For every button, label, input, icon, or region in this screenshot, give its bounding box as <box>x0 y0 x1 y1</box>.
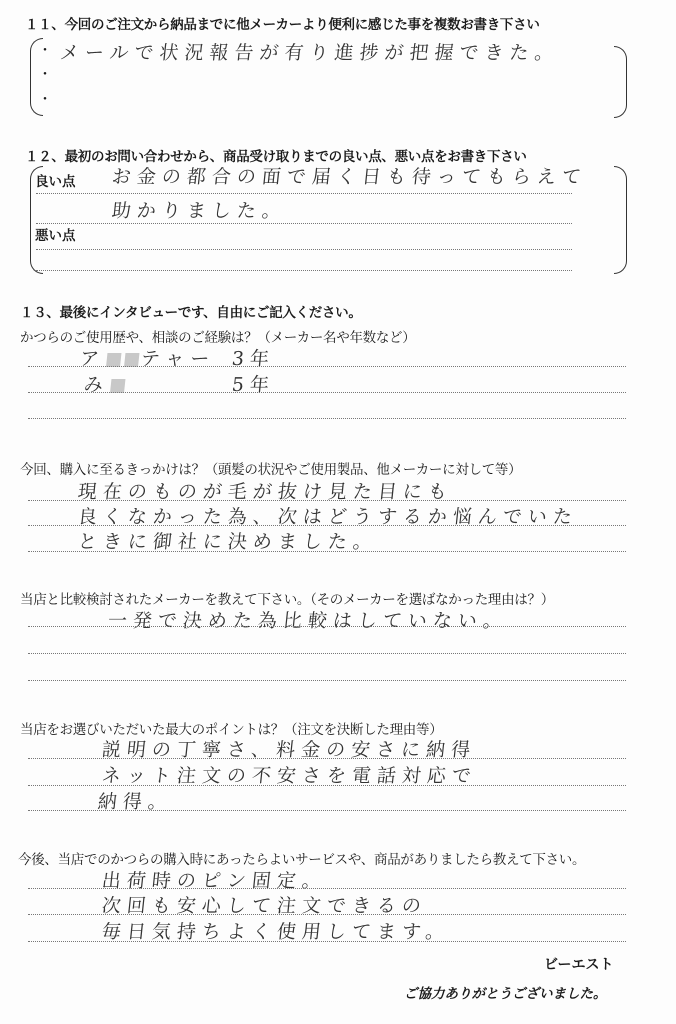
future-line-3: 毎日気持ちよく使用してます。 <box>100 921 452 943</box>
redacted-block <box>124 353 139 367</box>
reason-question: 今回、購入に至るきっかけは？（頭髪の状況やご使用製品、他メーカーに対して等） <box>20 462 522 478</box>
future-line-2: 次回も安心して注文できるの <box>100 895 429 917</box>
answer-line <box>28 525 626 526</box>
answer-line <box>28 914 626 915</box>
compare-line-1: 一発で決めた為比較はしていない。 <box>106 610 510 632</box>
question-12-title: １２、最初のお問い合わせから、商品受け取りまでの良い点、悪い点をお書き下さい <box>25 149 527 165</box>
bad-points-label: 悪い点 <box>35 228 76 244</box>
future-question: 今後、当店でのかつらの購入時にあったらよいサービスや、商品がありましたら教えて下さい。 <box>18 852 586 868</box>
good-points-line-2: 助かりました。 <box>110 200 289 222</box>
reason-line-1: 現在のものが毛が抜け見た目にも <box>76 481 455 503</box>
maker-name: み <box>82 374 111 396</box>
answer-line <box>36 193 572 194</box>
answer-line <box>28 551 626 552</box>
point-line-1: 説明の丁寧さ、料金の安さに納得 <box>100 739 478 761</box>
answer-line <box>36 223 572 224</box>
reason-line-2: 良くなかった為、次はどうするか悩んでいた <box>76 506 580 528</box>
answer-line <box>28 366 626 367</box>
maker-name: テャー <box>139 348 217 370</box>
good-points-line-1: お金の都合の面で届く日も待ってもらえて <box>110 166 589 188</box>
answer-line <box>28 680 626 681</box>
answer-line <box>28 500 626 501</box>
point-line-2: ネット注文の不安さを電話対応で <box>100 765 479 787</box>
redacted-block <box>110 379 125 393</box>
reason-line-3: ときに御社に決めました。 <box>76 531 380 553</box>
answer-line <box>28 810 626 811</box>
q11-answer-1: メールで状況報告が有り進捗が把握できた。 <box>58 42 561 64</box>
maker-name: ア <box>78 348 107 370</box>
bracket-right <box>614 46 627 118</box>
bullet: ・ <box>38 67 52 83</box>
history-question: かつらのご使用歴や、相談のご経験は？（メーカー名や年数など） <box>20 330 416 346</box>
answer-line <box>28 653 626 654</box>
answer-line <box>36 270 572 271</box>
answer-line <box>28 758 626 759</box>
answer-line <box>28 941 626 942</box>
question-11-title: １１、今回のご注文から納品までに他メーカーより便利に感じた事を複数お書き下さい <box>25 17 540 33</box>
answer-line <box>28 392 626 393</box>
question-13-title: １３、最後にインタビューです、自由にご記入ください。 <box>20 305 362 321</box>
point-line-3: 納得。 <box>96 791 175 813</box>
bracket-right <box>614 166 627 274</box>
compare-question: 当店と比較検討されたメーカーを教えて下さい。（そのメーカーを選ばなかった理由は？） <box>20 592 554 608</box>
point-question: 当店をお選びいただいた最大のポイントは？（注文を決断した理由等） <box>20 722 443 738</box>
answer-line <box>28 888 626 889</box>
redacted-block <box>106 353 121 367</box>
thank-you-message: ご協力ありがとうございました。 <box>404 986 607 1002</box>
answer-line <box>28 785 626 786</box>
future-line-1: 出荷時のピン固定。 <box>100 870 329 892</box>
answer-line <box>28 418 626 419</box>
answer-line <box>36 249 572 250</box>
history-years-2: 5年 <box>230 374 277 396</box>
good-points-label: 良い点 <box>35 174 76 190</box>
company-name: ビーエスト <box>544 957 614 973</box>
history-years-1: 3年 <box>230 348 277 370</box>
bullet: ・ <box>38 43 52 59</box>
answer-line <box>28 626 626 627</box>
bullet: ・ <box>38 92 52 108</box>
